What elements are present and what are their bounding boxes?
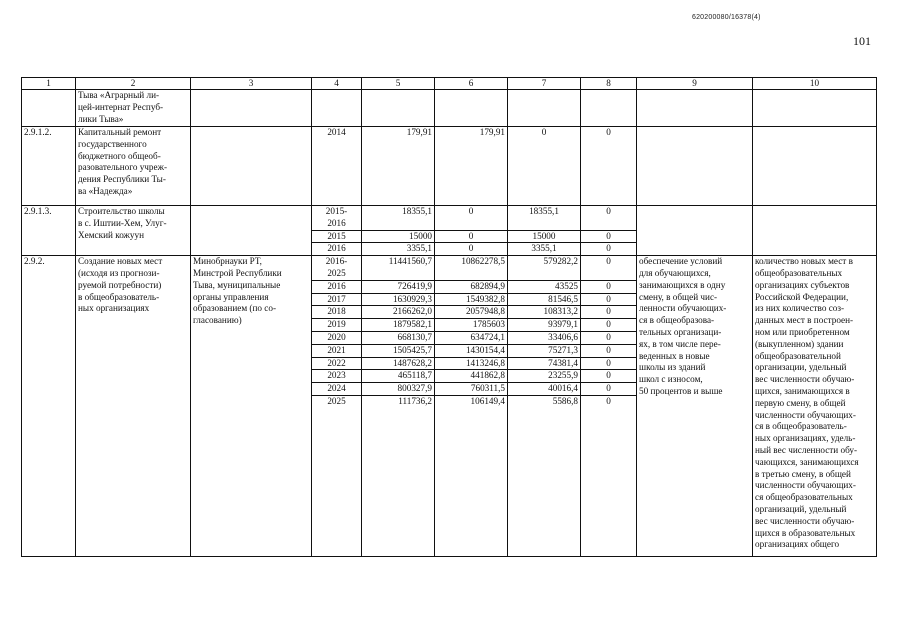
cell-indicator	[753, 127, 877, 206]
cell-result-line: веденных в новые	[639, 350, 710, 361]
cell-name-line: Хемский кожуун	[78, 229, 145, 240]
cell-result	[637, 127, 753, 206]
col-header-8: 8	[581, 78, 637, 90]
header-row	[22, 78, 877, 90]
cell-local: 0	[581, 280, 637, 293]
cell-indicator-line: ных организациях, удель-	[755, 433, 856, 444]
col-header-3: 3	[191, 78, 312, 90]
cell-federal: 1413246,8	[435, 357, 508, 370]
cell-indicator-line: вес численности обучаю-	[755, 374, 855, 385]
cell-code: 2.9.1.2.	[22, 127, 76, 206]
cell-local: 0	[581, 331, 637, 344]
cell-federal: 1430154,4	[435, 344, 508, 357]
cell-federal: 2057948,8	[435, 306, 508, 319]
cell-result-line: ях, в том числе пере-	[639, 338, 721, 349]
cell-year	[312, 344, 362, 357]
cell-federal: 0	[435, 243, 508, 256]
cell-year-line: 2018	[327, 306, 346, 317]
cell-executor-line: Минстрой Республики	[193, 267, 282, 278]
cell-total: 3355,1	[362, 243, 435, 256]
cell-indicator-line: численности обучающих-	[755, 480, 856, 491]
program-table	[21, 77, 877, 557]
cell-name-line: в с. Иштии-Хем, Улуг-	[78, 217, 167, 228]
cell-executor-line: Тыва, муниципальные	[193, 279, 281, 290]
cell-name	[76, 90, 191, 127]
cell-executor-line: образованием (по со-	[193, 303, 277, 314]
cell-result	[637, 206, 753, 256]
cell-name-line: бюджетного общеоб-	[78, 150, 161, 161]
cell-local: 0	[581, 344, 637, 357]
col-header-10: 10	[753, 78, 877, 90]
cell-col-10	[753, 90, 877, 127]
col-header-2: 2	[76, 78, 191, 90]
cell-total: 179,91	[362, 127, 435, 206]
cell-name-line: в общеобразователь-	[78, 291, 160, 302]
cell-indicator-line: численности обучающих-	[755, 409, 856, 420]
cell-name-line: Капитальный ремонт	[78, 127, 162, 137]
cell-year-line: 2021	[327, 344, 346, 355]
cell-local: 0	[581, 127, 637, 206]
cell-year	[312, 306, 362, 319]
cell-local: 0	[581, 206, 637, 231]
cell-indicator-line: чающихся, занимающихся	[755, 456, 859, 467]
cell-indicator-line: первую смену, в общей	[755, 397, 846, 408]
cell-name-line: руемой потребности)	[78, 279, 162, 290]
cell-indicator-line: организации, удельный	[755, 362, 847, 373]
cell-col-6	[435, 90, 508, 127]
cell-indicator-line: общеобразовательных	[755, 267, 843, 278]
cell-code: 2.9.1.3.	[22, 206, 76, 256]
cell-name-line: (исходя из прогнози-	[78, 267, 160, 278]
cell-indicator-line: ся общеобразовательных	[755, 492, 853, 503]
cell-regional: 108313,2	[508, 306, 581, 319]
cell-year	[312, 293, 362, 306]
cell-indicator-line: (выкупленном) здании	[755, 338, 844, 349]
cell-executor	[191, 127, 312, 206]
cell-total: 15000	[362, 230, 435, 243]
cell-federal: 634724,1	[435, 331, 508, 344]
cell-federal: 179,91	[435, 127, 508, 206]
cell-federal: 10862278,5	[435, 256, 508, 281]
cell-result-line: обеспечение условий	[639, 256, 723, 267]
cell-year	[312, 319, 362, 332]
cell-federal: 682894,9	[435, 280, 508, 293]
cell-code: 2.9.2.	[22, 256, 76, 557]
cell-executor	[191, 206, 312, 256]
cell-col-9	[637, 90, 753, 127]
cell-local: 0	[581, 243, 637, 256]
cell-col-4	[312, 90, 362, 127]
cell-indicator-line: Российской Федерации,	[755, 291, 849, 302]
cell-year	[312, 256, 362, 281]
cell-year-line: 2023	[327, 370, 346, 381]
cell-result	[637, 256, 753, 557]
cell-total: 2166262,0	[362, 306, 435, 319]
cell-federal: 760311,5	[435, 383, 508, 396]
col-header-6: 6	[435, 78, 508, 90]
cell-total: 726419,9	[362, 280, 435, 293]
cell-result-line: смену, в общей чис-	[639, 291, 718, 302]
cell-code	[22, 90, 76, 127]
cell-name-line: Создание новых мест	[78, 256, 163, 267]
cell-result-line: ся в общеобразова-	[639, 315, 715, 326]
cell-year: 2014	[312, 127, 362, 206]
cell-total: 465118,7	[362, 370, 435, 383]
cell-local: 0	[581, 306, 637, 319]
col-header-5: 5	[362, 78, 435, 90]
cell-indicator-line: ся в общеобразователь-	[755, 421, 847, 432]
cell-regional: 93979,1	[508, 319, 581, 332]
cell-name	[76, 127, 191, 206]
cell-local: 0	[581, 293, 637, 306]
cell-executor-line: гласованию)	[193, 315, 242, 326]
cell-indicator-line: количество новых мест в	[755, 256, 853, 267]
cell-total: 1630929,3	[362, 293, 435, 306]
cell-year-line: 2024	[327, 383, 346, 394]
table-row	[22, 90, 877, 127]
cell-local: 0	[581, 319, 637, 332]
cell-col-7	[508, 90, 581, 127]
cell-year-line: 2019	[327, 319, 346, 330]
cell-regional: 23255,9	[508, 370, 581, 383]
cell-name-line: государственного	[78, 138, 147, 149]
cell-total: 1879582,1	[362, 319, 435, 332]
table-row	[22, 206, 877, 231]
cell-result-line: занимающихся в одну	[639, 279, 726, 290]
cell-regional: 81546,5	[508, 293, 581, 306]
cell-indicator-line: вес численности обучаю-	[755, 515, 855, 526]
cell-indicator	[753, 256, 877, 557]
page-number: 101	[853, 34, 871, 48]
cell-total: 1505425,7	[362, 344, 435, 357]
cell-indicator-line: в третью смену, в общей	[755, 468, 851, 479]
cell-executor	[191, 256, 312, 557]
cell-executor-line: органы управления	[193, 291, 269, 302]
cell-year	[312, 383, 362, 396]
cell-federal: 1549382,8	[435, 293, 508, 306]
cell-year	[312, 370, 362, 383]
cell-year-line: 2015-	[325, 206, 348, 216]
cell-name-line: ных организациях	[78, 303, 150, 314]
cell-regional: 15000	[508, 230, 581, 243]
cell-local: 0	[581, 395, 637, 556]
col-header-1: 1	[22, 78, 76, 90]
cell-executor-line: Минобрнауки РТ,	[193, 256, 262, 267]
cell-local: 0	[581, 256, 637, 281]
cell-regional: 3355,1	[508, 243, 581, 256]
col-header-7: 7	[508, 78, 581, 90]
cell-year	[312, 230, 362, 243]
cell-indicator-line: организациях общего	[755, 539, 840, 550]
cell-year-line: 2016	[327, 243, 346, 254]
cell-indicator	[753, 206, 877, 256]
cell-name-line: Тыва «Аграрный ли-	[78, 90, 160, 100]
cell-regional: 0	[508, 127, 581, 206]
cell-federal: 0	[435, 206, 508, 231]
cell-result-line: школ с износом,	[639, 374, 703, 385]
cell-result-line: ленности обучающих-	[639, 303, 727, 314]
cell-result-line: 50 процентов и выше	[639, 385, 723, 396]
cell-regional: 75271,3	[508, 344, 581, 357]
cell-year-line: 2016	[327, 217, 346, 228]
cell-local: 0	[581, 383, 637, 396]
cell-indicator-line: организаций, удельный	[755, 503, 847, 514]
cell-name	[76, 256, 191, 557]
cell-year-line: 2017	[327, 293, 346, 304]
cell-regional: 579282,2	[508, 256, 581, 281]
cell-name	[76, 206, 191, 256]
cell-result-line: для обучающихся,	[639, 267, 711, 278]
table-row	[22, 127, 877, 206]
cell-total: 11441560,7	[362, 256, 435, 281]
cell-regional: 18355,1	[508, 206, 581, 231]
cell-year	[312, 280, 362, 293]
cell-year-line: 2022	[327, 357, 346, 368]
cell-year-line: 2016	[327, 280, 346, 291]
table-row	[22, 256, 877, 281]
cell-name-line: разовательного учреж-	[78, 162, 167, 173]
table-body	[22, 78, 877, 557]
cell-total: 800327,9	[362, 383, 435, 396]
cell-result-line: тельных организаци-	[639, 326, 722, 337]
cell-name-line: лики Тыва»	[78, 113, 124, 124]
cell-indicator-line: из них количество соз-	[755, 303, 845, 314]
cell-federal: 1785603	[435, 319, 508, 332]
cell-federal: 0	[435, 230, 508, 243]
cell-total: 111736,2	[362, 395, 435, 556]
cell-year-line: 2015	[327, 230, 346, 241]
cell-local: 0	[581, 357, 637, 370]
cell-name-line: ва «Надежда»	[78, 185, 133, 196]
cell-name-line: цей-интернат Респуб-	[78, 101, 164, 112]
cell-indicator-line: ном или приобретенном	[755, 326, 850, 337]
cell-name-line: дения Республики Ты-	[78, 174, 166, 185]
cell-year	[312, 331, 362, 344]
cell-col-5	[362, 90, 435, 127]
cell-regional: 74381,4	[508, 357, 581, 370]
cell-year-line: 2016-	[325, 256, 348, 267]
cell-federal: 106149,4	[435, 395, 508, 556]
cell-total: 1487628,2	[362, 357, 435, 370]
cell-regional: 43525	[508, 280, 581, 293]
cell-indicator-line: ный вес численности обу-	[755, 444, 858, 455]
cell-regional: 33406,6	[508, 331, 581, 344]
cell-year	[312, 206, 362, 231]
cell-total: 18355,1	[362, 206, 435, 231]
cell-col-3	[191, 90, 312, 127]
cell-indicator-line: данных мест в построен-	[755, 315, 854, 326]
cell-indicator-line: организациях субъектов	[755, 279, 850, 290]
cell-indicator-line: щихся в образовательных	[755, 527, 856, 538]
cell-year	[312, 395, 362, 556]
cell-federal: 441862,8	[435, 370, 508, 383]
cell-local: 0	[581, 370, 637, 383]
cell-total: 668130,7	[362, 331, 435, 344]
cell-indicator-line: общеобразовательной	[755, 350, 841, 361]
col-header-9: 9	[637, 78, 753, 90]
cell-regional: 5586,8	[508, 395, 581, 556]
cell-regional: 40016,4	[508, 383, 581, 396]
cell-name-line: Строительство школы	[78, 206, 165, 216]
cell-local: 0	[581, 230, 637, 243]
cell-year	[312, 357, 362, 370]
col-header-4: 4	[312, 78, 362, 90]
cell-year-line: 2025	[327, 267, 346, 278]
cell-year-line: 2025	[327, 395, 346, 406]
cell-col-8	[581, 90, 637, 127]
cell-year-line: 2020	[327, 331, 346, 342]
cell-result-line: школы из зданий	[639, 362, 706, 373]
cell-year	[312, 243, 362, 256]
document-code: 620200080/16378(4)	[692, 14, 761, 21]
cell-indicator-line: щихся, занимающихся в	[755, 385, 850, 396]
